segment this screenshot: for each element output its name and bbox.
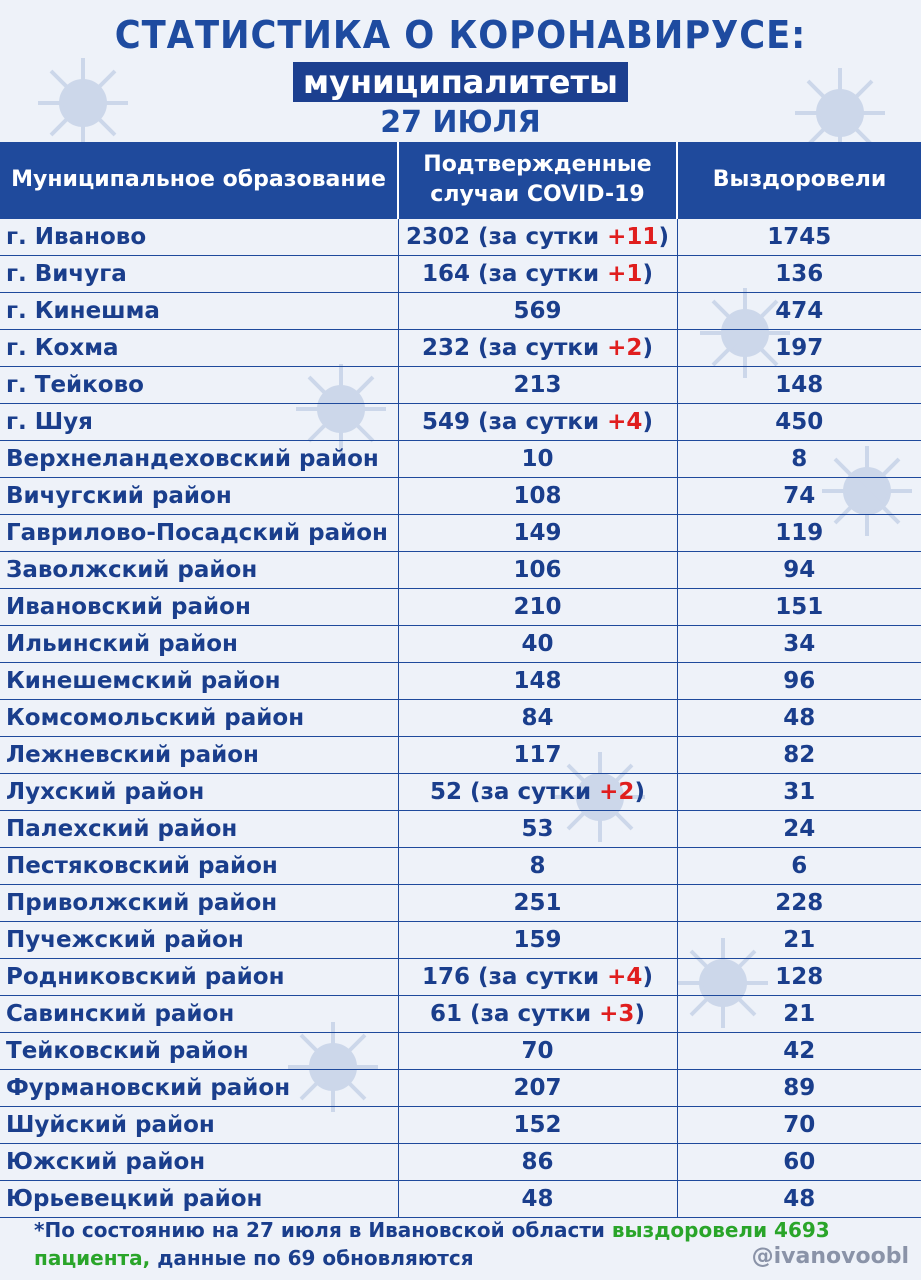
footnote-highlight: выздоровели 4693 пациента, <box>34 1218 830 1270</box>
stats-table <box>0 142 921 1218</box>
column-header-cases: Подтвержденные случаи COVID-19 <box>398 142 677 218</box>
recovered-count: 148 <box>677 366 921 403</box>
footnote-text-1: *По состоянию на 27 июля в Ивановской области <box>34 1218 612 1242</box>
cases-value: 117 <box>513 741 562 768</box>
column-header-municipality: Муниципальное образование <box>0 142 398 218</box>
municipality-name: Шуйский район <box>0 1106 398 1143</box>
confirmed-cases <box>398 1106 677 1143</box>
recovered-count: 48 <box>677 699 921 736</box>
table-row <box>0 1106 921 1143</box>
cases-value: 52 <box>430 778 463 805</box>
table-row <box>0 810 921 847</box>
cases-value: 40 <box>521 630 554 657</box>
municipality-name: Заволжский район <box>0 551 398 588</box>
daily-label: (за сутки <box>470 260 608 287</box>
table-row <box>0 995 921 1032</box>
confirmed-cases <box>398 625 677 662</box>
municipality-name: г. Кохма <box>0 329 398 366</box>
confirmed-cases <box>398 218 677 255</box>
cases-value: 61 <box>430 1000 463 1027</box>
table-row <box>0 403 921 440</box>
daily-label: (за сутки <box>470 223 608 250</box>
table-row <box>0 847 921 884</box>
municipality-name: Вичугский район <box>0 477 398 514</box>
municipality-name: Ильинский район <box>0 625 398 662</box>
recovered-count: 96 <box>677 662 921 699</box>
cases-value: 70 <box>521 1037 554 1064</box>
daily-label-close: ) <box>642 963 653 990</box>
recovered-count: 119 <box>677 514 921 551</box>
recovered-count: 48 <box>677 1180 921 1217</box>
column-header-recovered: Выздоровели <box>677 142 921 218</box>
recovered-count: 21 <box>677 995 921 1032</box>
daily-label-close: ) <box>658 223 669 250</box>
municipality-name: Лухский район <box>0 773 398 810</box>
confirmed-cases <box>398 884 677 921</box>
cases-value: 207 <box>513 1074 562 1101</box>
table-row <box>0 1069 921 1106</box>
table-row <box>0 292 921 329</box>
municipality-name: Ивановский район <box>0 588 398 625</box>
recovered-count: 89 <box>677 1069 921 1106</box>
cases-value: 251 <box>513 889 562 916</box>
confirmed-cases <box>398 403 677 440</box>
recovered-count: 21 <box>677 921 921 958</box>
table-row <box>0 1180 921 1217</box>
cases-value: 10 <box>521 445 554 472</box>
confirmed-cases <box>398 1143 677 1180</box>
daily-label: (за сутки <box>470 408 608 435</box>
confirmed-cases <box>398 810 677 847</box>
cases-value: 148 <box>513 667 562 694</box>
confirmed-cases <box>398 477 677 514</box>
recovered-count: 94 <box>677 551 921 588</box>
table-row <box>0 218 921 255</box>
confirmed-cases <box>398 366 677 403</box>
table-row <box>0 329 921 366</box>
daily-label-close: ) <box>634 1000 645 1027</box>
table-row <box>0 477 921 514</box>
confirmed-cases <box>398 329 677 366</box>
municipality-name: Приволжский район <box>0 884 398 921</box>
recovered-count: 42 <box>677 1032 921 1069</box>
municipality-name: Комсомольский район <box>0 699 398 736</box>
table-row <box>0 773 921 810</box>
cases-value: 108 <box>513 482 562 509</box>
cases-value: 2302 <box>406 223 471 250</box>
recovered-count: 474 <box>677 292 921 329</box>
confirmed-cases <box>398 1032 677 1069</box>
table-row <box>0 551 921 588</box>
cases-value: 8 <box>529 852 546 879</box>
table-row <box>0 884 921 921</box>
cases-value: 86 <box>521 1148 554 1175</box>
confirmed-cases <box>398 440 677 477</box>
confirmed-cases <box>398 699 677 736</box>
table-row <box>0 255 921 292</box>
confirmed-cases <box>398 1180 677 1217</box>
confirmed-cases <box>398 773 677 810</box>
recovered-count: 136 <box>677 255 921 292</box>
cases-value: 213 <box>513 371 562 398</box>
cases-value: 48 <box>521 1185 554 1212</box>
recovered-count: 60 <box>677 1143 921 1180</box>
recovered-count: 1745 <box>677 218 921 255</box>
municipality-name: Пучежский район <box>0 921 398 958</box>
table-row <box>0 921 921 958</box>
table-row <box>0 588 921 625</box>
daily-label-close: ) <box>634 778 645 805</box>
table-row <box>0 958 921 995</box>
confirmed-cases <box>398 1069 677 1106</box>
table-header-row <box>0 142 921 218</box>
municipality-name: Южский район <box>0 1143 398 1180</box>
municipality-name: г. Тейково <box>0 366 398 403</box>
cases-value: 53 <box>521 815 554 842</box>
municipality-name: Лежневский район <box>0 736 398 773</box>
confirmed-cases <box>398 255 677 292</box>
confirmed-cases <box>398 551 677 588</box>
daily-label: (за сутки <box>462 778 600 805</box>
recovered-count: 197 <box>677 329 921 366</box>
table-row <box>0 699 921 736</box>
page-subtitle: муниципалитеты <box>293 62 628 102</box>
confirmed-cases <box>398 995 677 1032</box>
daily-label-close: ) <box>642 260 653 287</box>
table-row <box>0 736 921 773</box>
daily-label-close: ) <box>642 334 653 361</box>
cases-value: 549 <box>422 408 471 435</box>
municipality-name: г. Шуя <box>0 403 398 440</box>
confirmed-cases <box>398 588 677 625</box>
cases-value: 149 <box>513 519 562 546</box>
table-row <box>0 440 921 477</box>
table-row <box>0 662 921 699</box>
cases-value: 176 <box>422 963 471 990</box>
municipality-name: Родниковский район <box>0 958 398 995</box>
municipality-name: Верхнеландеховский район <box>0 440 398 477</box>
table-row <box>0 1032 921 1069</box>
municipality-name: Юрьевецкий район <box>0 1180 398 1217</box>
recovered-count: 450 <box>677 403 921 440</box>
daily-increment: +1 <box>607 260 643 287</box>
daily-increment: +2 <box>607 334 643 361</box>
municipality-name: г. Вичуга <box>0 255 398 292</box>
confirmed-cases <box>398 736 677 773</box>
stats-table-container <box>0 142 921 1218</box>
cases-value: 164 <box>422 260 471 287</box>
recovered-count: 151 <box>677 588 921 625</box>
confirmed-cases <box>398 662 677 699</box>
municipality-name: г. Иваново <box>0 218 398 255</box>
cases-value: 84 <box>521 704 554 731</box>
footnote-text-2: данные по 69 обновляются <box>150 1246 474 1270</box>
confirmed-cases <box>398 514 677 551</box>
cases-value: 232 <box>422 334 471 361</box>
confirmed-cases <box>398 958 677 995</box>
recovered-count: 70 <box>677 1106 921 1143</box>
daily-increment: +4 <box>607 408 643 435</box>
municipality-name: Палехский район <box>0 810 398 847</box>
cases-value: 106 <box>513 556 562 583</box>
confirmed-cases <box>398 921 677 958</box>
cases-value: 152 <box>513 1111 562 1138</box>
municipality-name: Савинский район <box>0 995 398 1032</box>
table-row <box>0 625 921 662</box>
daily-label: (за сутки <box>462 1000 600 1027</box>
recovered-count: 6 <box>677 847 921 884</box>
recovered-count: 31 <box>677 773 921 810</box>
confirmed-cases <box>398 847 677 884</box>
recovered-count: 82 <box>677 736 921 773</box>
header <box>0 10 921 142</box>
daily-increment: +4 <box>607 963 643 990</box>
table-row <box>0 366 921 403</box>
recovered-count: 228 <box>677 884 921 921</box>
report-date: 27 ИЮЛЯ <box>380 105 541 140</box>
recovered-count: 8 <box>677 440 921 477</box>
municipality-name: Пестяковский район <box>0 847 398 884</box>
municipality-name: г. Кинешма <box>0 292 398 329</box>
recovered-count: 24 <box>677 810 921 847</box>
daily-label: (за сутки <box>470 963 608 990</box>
page-title: СТАТИСТИКА О КОРОНАВИРУСЕ: <box>114 13 807 57</box>
table-row <box>0 514 921 551</box>
cases-value: 159 <box>513 926 562 953</box>
social-handle: @ivanovoobl <box>751 1244 909 1269</box>
table-row <box>0 1143 921 1180</box>
municipality-name: Гаврилово-Посадский район <box>0 514 398 551</box>
daily-increment: +3 <box>599 1000 635 1027</box>
confirmed-cases <box>398 292 677 329</box>
daily-label: (за сутки <box>470 334 608 361</box>
recovered-count: 128 <box>677 958 921 995</box>
daily-label-close: ) <box>642 408 653 435</box>
recovered-count: 74 <box>677 477 921 514</box>
daily-increment: +2 <box>599 778 635 805</box>
municipality-name: Фурмановский район <box>0 1069 398 1106</box>
cases-value: 210 <box>513 593 562 620</box>
municipality-name: Тейковский район <box>0 1032 398 1069</box>
recovered-count: 34 <box>677 625 921 662</box>
municipality-name: Кинешемский район <box>0 662 398 699</box>
cases-value: 569 <box>513 297 562 324</box>
daily-increment: +11 <box>607 223 659 250</box>
